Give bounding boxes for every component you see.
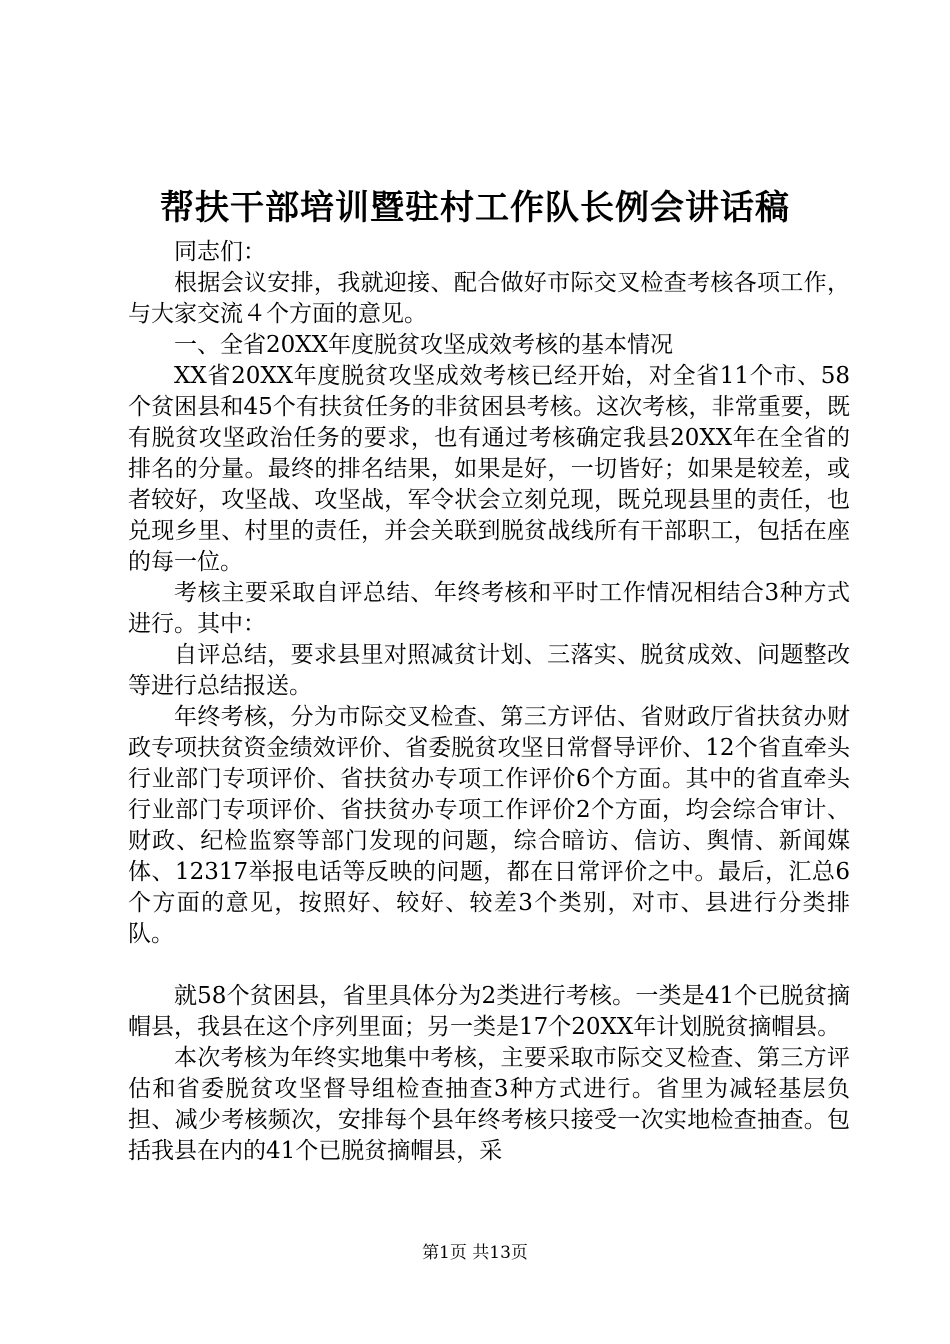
salutation: 同志们：	[174, 239, 266, 265]
paragraph: 本次考核为年终实地集中考核，主要采取市际交叉检查、第三方评估和省委脱贫攻坚督导组检查抽查3种方式进行。省里为减轻基层负担、减少考核频次，安排每个县年终考核只接受一次实地检查抽查。包括我县在内的41个已脱贫摘帽县，采	[128, 1045, 850, 1164]
paragraph-intro: 根据会议安排，我就迎接、配合做好市际交叉检查考核各项工作，与大家交流４个方面的意见。	[128, 270, 850, 327]
paragraph: XX省20XX年度脱贫攻坚成效考核已经开始，对全省11个市、58个贫困县和45个有扶贫任务的非贫困县考核。这次考核，非常重要，既有脱贫攻坚政治任务的要求，也有通过考核确定我县20XX年在全省的排名的分量。最终的排名结果，如果是好，一切皆好；如果是较差，或者较好，攻坚战、攻坚战，军令状会立刻兑现，既兑现县里的责任，也兑现乡里、村里的责任，并会关联到脱贫战线所有干部职工，包括在座的每一位。	[128, 363, 850, 575]
paragraph: 考核主要采取自评总结、年终考核和平时工作情况相结合3种方式进行。其中：	[128, 580, 850, 637]
paragraph: 年终考核，分为市际交叉检查、第三方评估、省财政厅省扶贫办财政专项扶贫资金绩效评价、省委脱贫攻坚日常督导评价、12个省直牵头行业部门专项评价、省扶贫办专项工作评价6个方面。其中的省直牵头行业部门专项评价、省扶贫办专项工作评价2个方面，均会综合审计、财政、纪检监察等部门发现的问题，综合暗访、信访、舆情、新闻媒体、12317举报电话等反映的问题，都在日常评价之中。最后，汇总6个方面的意见，按照好、较好、较差3个类别，对市、县进行分类排队。	[128, 704, 850, 947]
paragraph: 就58个贫困县，省里具体分为2类进行考核。一类是41个已脱贫摘帽县，我县在这个序列里面；另一类是17个20XX年计划脱贫摘帽县。	[128, 983, 850, 1040]
page-number: 第1页 共13页	[422, 1243, 528, 1263]
document-body	[128, 237, 850, 1167]
paragraph: 自评总结，要求县里对照减贫计划、三落实、脱贫成效、问题整改等进行总结报送。	[128, 642, 850, 699]
document-title: 帮扶干部培训暨驻村工作队长例会讲话稿	[160, 188, 790, 228]
section-heading-1: 一、全省20XX年度脱贫攻坚成效考核的基本情况	[174, 332, 674, 358]
